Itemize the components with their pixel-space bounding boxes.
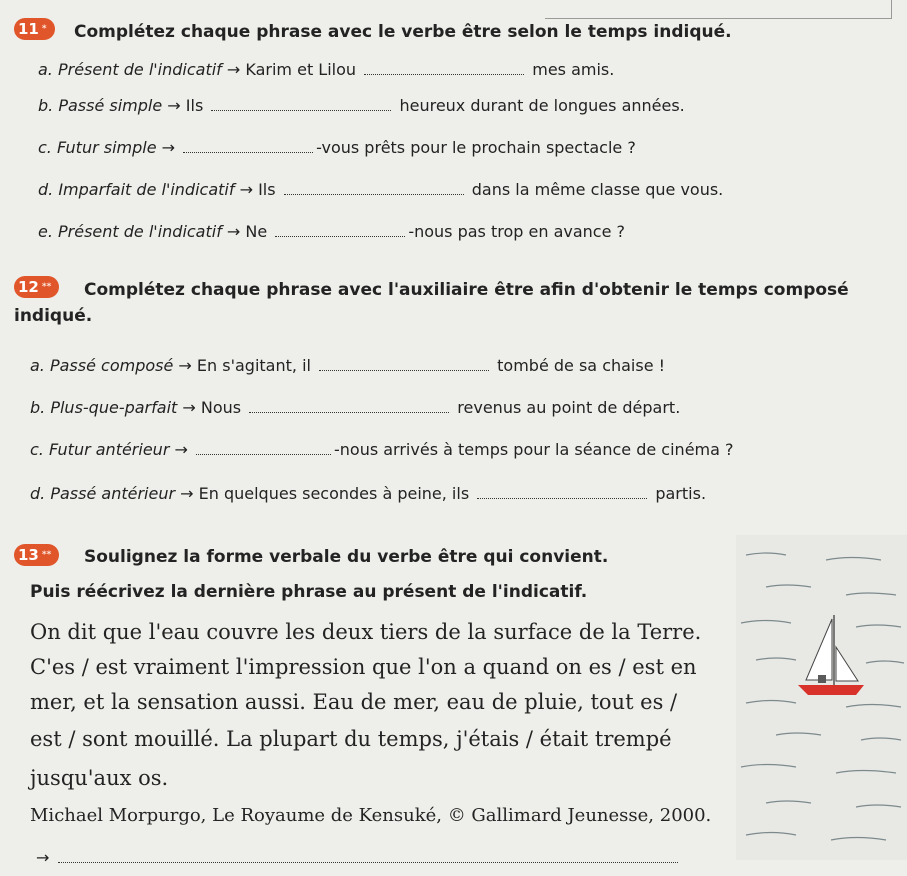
- answer-blank[interactable]: [284, 180, 464, 195]
- ex11-item-e: e. Présent de l'indicatif → Ne -nous pas trop en avance ?: [38, 222, 626, 241]
- arrow-icon: →: [36, 848, 50, 867]
- sailboat-illustration: [736, 535, 907, 860]
- ex11-item-c: c. Futur simple → -vous prêts pour le prochain spectacle ?: [38, 138, 636, 157]
- answer-line: [36, 848, 681, 867]
- exercise-12-title: Complétez chaque phrase avec l'auxiliaire être afin d'obtenir le temps composé: [84, 280, 849, 300]
- ex11-item-b: b. Passé simple → Ils heureux durant de longues années.: [38, 96, 685, 115]
- answer-blank[interactable]: [211, 96, 391, 111]
- answer-blank[interactable]: [183, 138, 313, 153]
- ex11-item-a: a. Présent de l'indicatif → Karim et Lilou mes amis.: [38, 60, 615, 79]
- answer-blank[interactable]: [249, 398, 449, 413]
- text-line-1: On dit que l'eau couvre les deux tiers de la surface de la Terre.: [30, 620, 702, 644]
- exercise-13-badge: 13 **: [14, 544, 59, 566]
- text-line-2: C'es / est vraiment l'impression que l'on a quand on es / est en: [30, 655, 697, 679]
- ex12-item-a: a. Passé composé → En s'agitant, il tombé de sa chaise !: [30, 356, 666, 375]
- exercise-13-instruction: Puis réécrivez la dernière phrase au présent de l'indicatif.: [30, 582, 588, 602]
- exercise-11-title: Complétez chaque phrase avec le verbe être selon le temps indiqué.: [74, 22, 732, 42]
- exercise-13-title: Soulignez la forme verbale du verbe être qui convient.: [84, 547, 609, 567]
- top-border-line: [545, 0, 892, 19]
- exercise-12-title-cont: indiqué.: [14, 306, 93, 326]
- ex12-item-b: b. Plus-que-parfait → Nous revenus au point de départ.: [30, 398, 681, 417]
- answer-blank[interactable]: [275, 222, 405, 237]
- ex11-item-d: d. Imparfait de l'indicatif → Ils dans la même classe que vous.: [38, 180, 724, 199]
- text-line-4: est / sont mouillé. La plupart du temps, j'étais / était trempé: [30, 727, 672, 751]
- sailboat-icon: [798, 615, 864, 695]
- sea-waves-icon: [736, 535, 907, 860]
- answer-blank[interactable]: [58, 848, 678, 863]
- answer-blank[interactable]: [364, 60, 524, 75]
- text-line-5: jusqu'aux os.: [30, 766, 169, 790]
- answer-blank[interactable]: [477, 484, 647, 499]
- exercise-12-badge: 12 **: [14, 276, 59, 298]
- answer-blank[interactable]: [319, 356, 489, 371]
- text-line-3: mer, et la sensation aussi. Eau de mer, eau de pluie, tout es /: [30, 690, 678, 714]
- answer-blank[interactable]: [196, 440, 331, 455]
- ex12-item-d: d. Passé antérieur → En quelques secondes à peine, ils partis.: [30, 484, 707, 503]
- citation: Michael Morpurgo, Le Royaume de Kensuké, © Gallimard Jeunesse, 2000.: [30, 805, 712, 826]
- exercise-11-badge: 11 *: [14, 18, 55, 40]
- ex12-item-c: c. Futur antérieur → -nous arrivés à temps pour la séance de cinéma ?: [30, 440, 734, 459]
